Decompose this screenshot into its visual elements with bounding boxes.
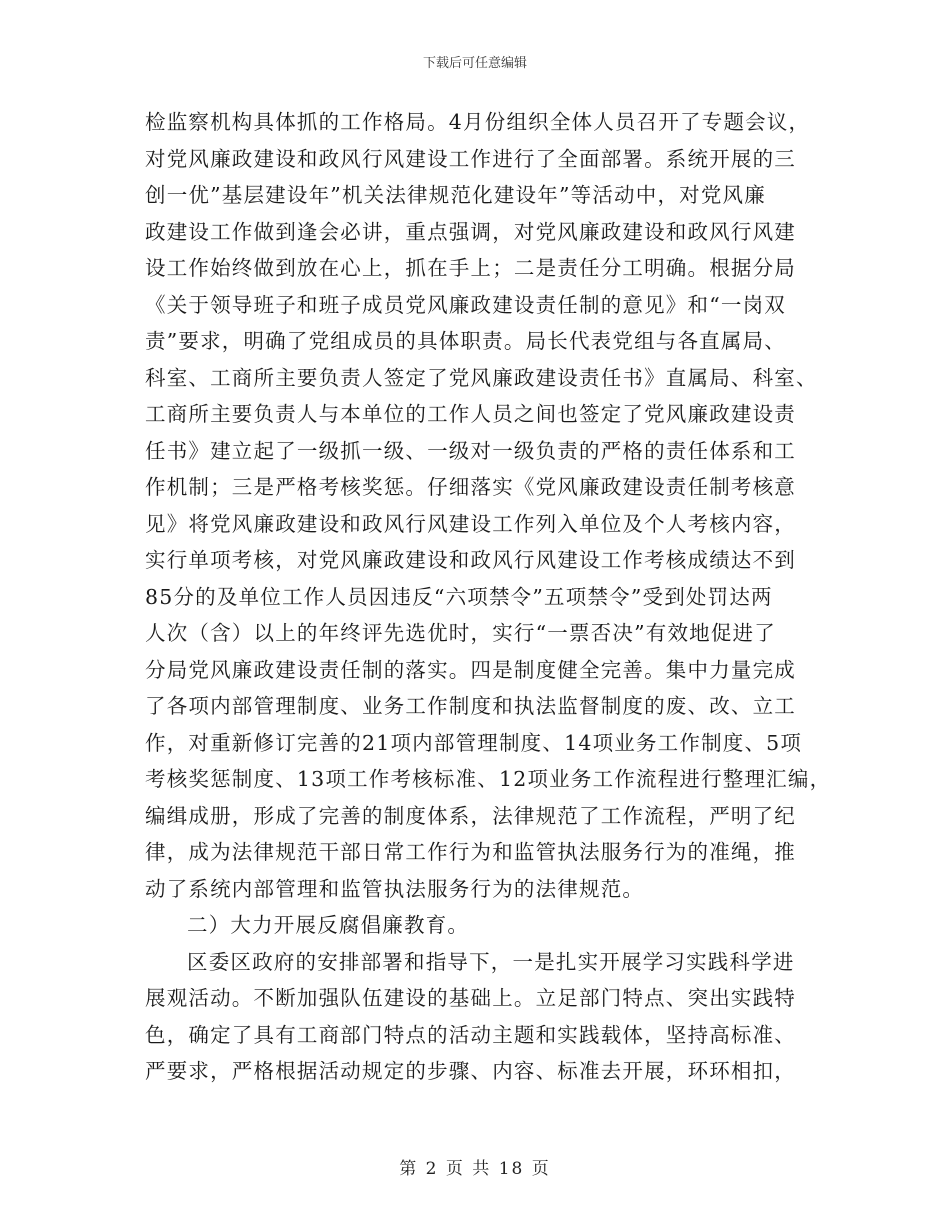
text-line: 工商所主要负责人与本单位的工作人员之间也签定了党风廉政建设责 [145,402,796,426]
text-line: 见》将党风廉政建设和政风行风建设工作列入单位及个人考核内容， [145,511,796,536]
text-line: 分局党风廉政建设责任制的落实。四是制度健全完善。集中力量完成 [145,657,796,682]
text-line: 作，对重新修订完善的21项内部管理制度、14项业务工作制度、5项 [145,730,803,755]
text-line: 区委区政府的安排部署和指导下，一是扎实开展学习实践科学进 [187,949,795,974]
text-line: 检监察机构具体抓的工作格局。4月份组织全体人员召开了专题会议， [145,110,811,134]
text-line: 了各项内部管理制度、业务工作制度和执法监督制度的废、改、立工 [145,694,796,718]
text-line: 《关于领导班子和班子成员党风廉政建设责任制的意见》和“一岗双 [145,292,786,317]
text-line: 政建设工作做到逢会必讲，重点强调，对党风廉政建设和政风行风建 [145,219,796,244]
page-header: 下载后可任意编辑 [422,56,527,71]
text-line: 实行单项考核，对党风廉政建设和政风行风建设工作考核成绩达不到 [145,548,796,572]
text-line: 人次（含）以上的年终评先选优时，实行“一票否决”有效地促进了 [145,621,776,645]
text-line: 律，成为法律规范干部日常工作行为和监管执法服务行为的准绳，推 [145,840,796,864]
text-line: 考核奖惩制度、13项工作考核标准、12项业务工作流程进行整理汇编， [145,767,832,791]
text-line: 展观活动。不断加强队伍建设的基础上。立足部门特点、突出实践特 [145,986,796,1010]
page-number: 第 2 页 共 18 页 [399,1159,551,1179]
text-line: 严要求，严格根据活动规定的步骤、内容、标准去开展，环环相扣， [145,1059,796,1083]
text-line: 责”要求，明确了党组成员的具体职责。局长代表党组与各直属局、 [145,329,786,353]
section-heading: 二）大力开展反腐倡廉教育。 [187,913,470,937]
text-line: 作机制；三是严格考核奖惩。仔细落实《党风廉政建设责任制考核意 [145,475,796,499]
text-line: 编缉成册，形成了完善的制度体系，法律规范了工作流程，严明了纪 [145,803,796,828]
text-line: 创一优”基层建设年”机关法律规范化建设年”等活动中，对党风廉 [145,183,766,207]
document-body [145,104,832,1090]
text-line: 对党风廉政建设和政风行风建设工作进行了全面部署。系统开展的三 [145,146,796,171]
text-line: 动了系统内部管理和监管执法服务行为的法律规范。 [145,876,645,901]
text-line: 科室、工商所主要负责人签定了党风廉政建设责任书》直属局、科室、 [145,365,818,390]
text-line: 任书》建立起了一级抓一级、一级对一级负责的严格的责任体系和工 [145,438,796,463]
text-line: 设工作始终做到放在心上，抓在手上；二是责任分工明确。根据分局 [145,256,796,280]
text-line: 色，确定了具有工商部门特点的活动主题和实践载体，坚持高标准、 [145,1022,796,1047]
text-line: 85分的及单位工作人员因违反“六项禁令”五项禁令”受到处罚达两 [145,584,773,609]
